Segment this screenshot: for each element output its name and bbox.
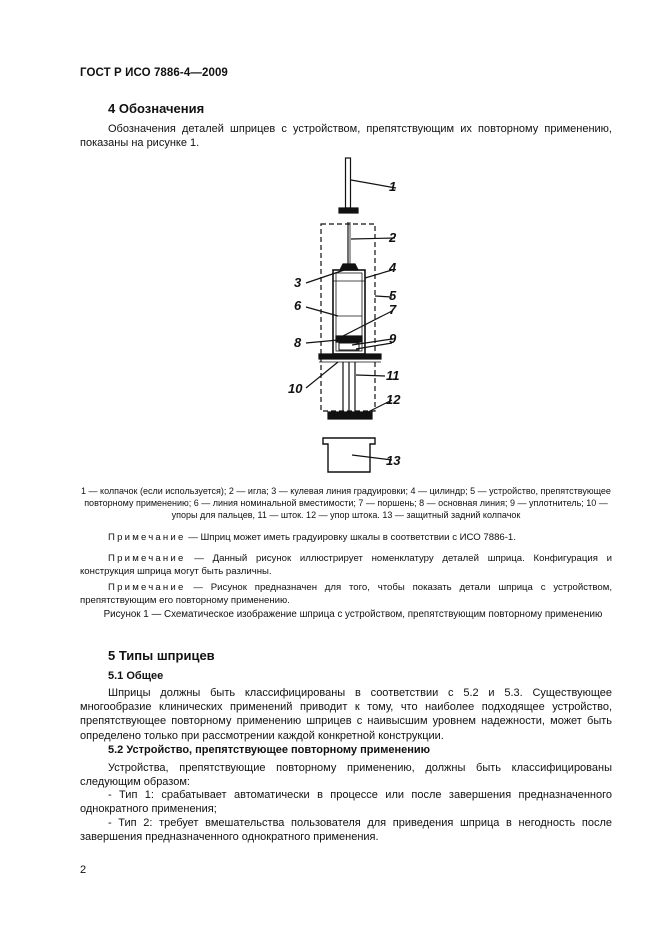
section-5-2-title: 5.2 Устройство, препятствующее повторному применению [108, 744, 431, 756]
note-text-3: — Рисунок предназначен для того, чтобы показать детали шприца с устройством, препятствующим его повторному применению. [80, 582, 613, 606]
cap-stem [346, 158, 351, 208]
section-4-intro: Обозначения деталей шприцев с устройством, препятствующим их повторному применению, показаны на рисунке 1. [80, 123, 612, 150]
callout-13: 13 [386, 453, 401, 468]
figure-caption: Рисунок 1 — Схематическое изображение шприца с устройством, препятствующим повторному применению [103, 609, 603, 620]
section-5-1-title: 5.1 Общее [108, 670, 164, 682]
callout-3: 3 [294, 275, 302, 290]
leader-10 [306, 362, 338, 388]
plunger-stopper [336, 336, 362, 342]
section-5-1-text: Шприцы должны быть классифицированы в соответствии с 5.2 и 5.3. Существующее многообразие клинических применений приводит к тому, что наиболее подходящее устройство, препятствующее повторному применению шприцев с наивысшим уровнем надежности, может быть определено только при рассмотрении каждой конкретной конструкции. [80, 687, 612, 742]
figure-legend: 1 — колпачок (если используется); 2 — игла; 3 — кулевая линия градуировки; 4 — цилиндр; 5 — устройство, препятствующее повторному применению; 6 — линия номинальной вместимости; 7 — поршень; 8 — основная линия; 9 — уплотнитель; 10 — упоры для пальцев, 11 — шток. 12 — упор штока. 13 — защитный задний колпачок [81, 486, 611, 520]
note-text-2: — Данный рисунок иллюстрирует номенклатуру деталей шприца. Конфигурация и конструкция шприца могут быть различны. [80, 553, 612, 577]
thumb-rest [328, 412, 372, 419]
callout-11: 11 [386, 368, 400, 383]
protective-back-cap [323, 438, 375, 472]
callout-10: 10 [288, 381, 303, 396]
note-label-3: Примечание [108, 582, 186, 593]
note-label-2: Примечание [108, 553, 186, 564]
section-4-title: 4 Обозначения [108, 101, 205, 116]
note-label-1: Примечание [108, 532, 186, 543]
callout-1: 1 [389, 179, 397, 194]
syringe-figure [270, 150, 430, 480]
callout-12: 12 [386, 392, 401, 407]
callout-6: 6 [294, 298, 302, 313]
type-1-item: - Тип 1: срабатывает автоматически в процессе или после завершения предназначенного однократного применения; [80, 789, 612, 816]
document-header: ГОСТ Р ИСО 7886-4—2009 [80, 67, 228, 79]
callout-2: 2 [389, 230, 397, 245]
figure-note-1 [80, 532, 612, 545]
page-number: 2 [80, 864, 87, 876]
type-2-item: - Тип 2: требует вмешательства пользователя для приведения шприца в негодность после завершения предназначенного однократного применения. [80, 817, 612, 844]
callout-7: 7 [389, 302, 397, 317]
section-5-title: 5 Типы шприцев [108, 648, 215, 663]
figure-note-2 [80, 553, 612, 578]
cap-base [339, 208, 358, 213]
leader-11 [356, 375, 385, 376]
leader-7 [343, 311, 392, 336]
leader-4 [365, 270, 392, 278]
callout-4: 4 [389, 260, 397, 275]
callout-9: 9 [389, 331, 397, 346]
figure-note-3 [80, 582, 612, 607]
needle-hub [340, 264, 358, 270]
finger-grips [319, 354, 381, 359]
callout-8: 8 [294, 335, 302, 350]
note-text-1: — Шприц может иметь градуировку шкалы в соответствии с ИСО 7886-1. [188, 532, 516, 543]
callout-5: 5 [389, 288, 397, 303]
section-5-2-text: Устройства, препятствующие повторному применению, должны быть классифицированы следующим образом: [80, 762, 612, 789]
